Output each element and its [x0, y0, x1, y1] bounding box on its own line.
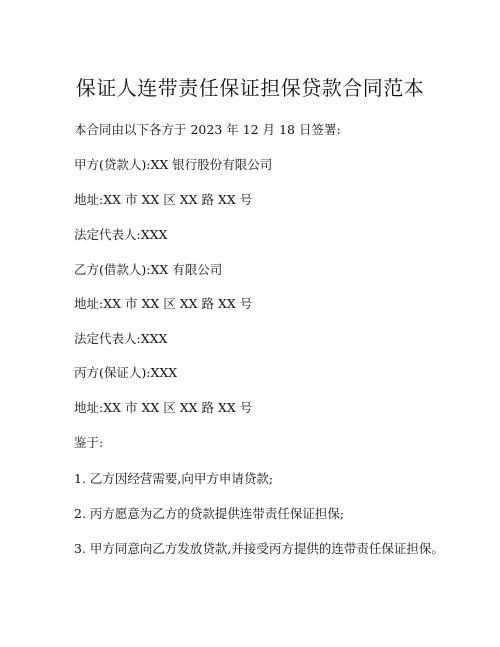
recital-item-2: 2. 丙方愿意为乙方的贷款提供连带责任保证担保;: [74, 506, 345, 521]
signing-date-line: 本合同由以下各方于 2023 年 12 月 18 日签署:: [74, 122, 341, 137]
party-b-line: 乙方(借款人):XX 有限公司: [74, 262, 223, 277]
party-b-address-line: 地址:XX 市 XX 区 XX 路 XX 号: [74, 296, 253, 311]
party-c-address-line: 地址:XX 市 XX 区 XX 路 XX 号: [74, 400, 253, 415]
document-title: 保证人连带责任保证担保贷款合同范本: [75, 76, 425, 100]
party-a-representative-line: 法定代表人:XXX: [74, 227, 168, 242]
party-b-representative-line: 法定代表人:XXX: [74, 331, 168, 346]
recital-item-1: 1. 乙方因经营需要,向甲方申请贷款;: [74, 471, 274, 486]
party-a-address-line: 地址:XX 市 XX 区 XX 路 XX 号: [74, 192, 253, 207]
whereas-heading: 鉴于:: [74, 435, 104, 450]
party-a-line: 甲方(贷款人):XX 银行股份有限公司: [74, 157, 273, 172]
party-c-line: 丙方(保证人):XXX: [74, 365, 178, 380]
recital-item-3: 3. 甲方同意向乙方发放贷款,并接受丙方提供的连带责任保证担保。: [74, 541, 444, 556]
